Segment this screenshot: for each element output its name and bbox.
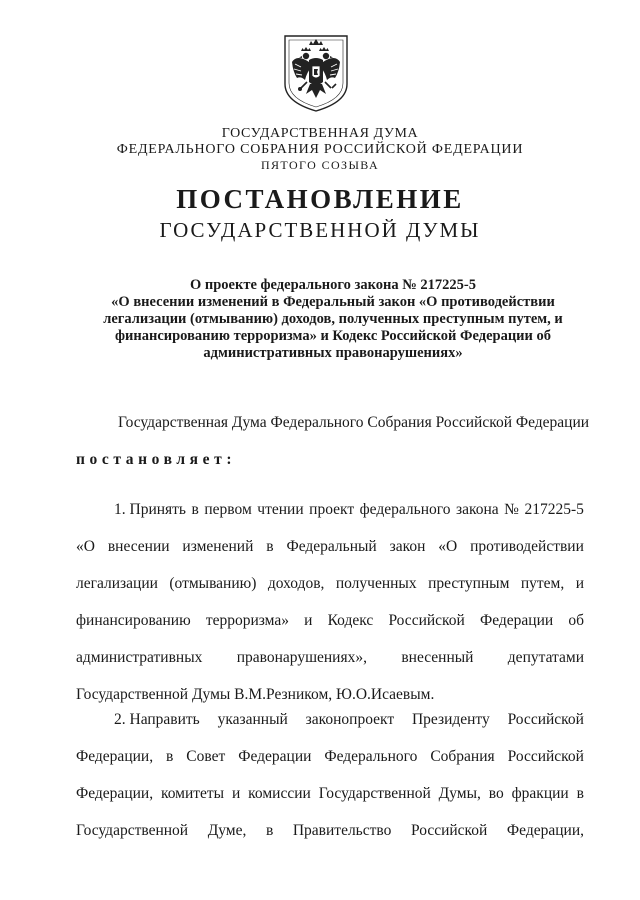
word: доходов, <box>267 575 325 592</box>
paragraph-line <box>76 812 584 849</box>
org-name-line1: ГОСУДАРСТВЕННАЯ ДУМА <box>221 126 419 141</box>
paragraph-2 <box>76 701 584 849</box>
word: Российской <box>410 822 488 839</box>
word: административных <box>76 649 203 666</box>
word: терроризма» <box>205 612 289 629</box>
document-type-title: ПОСТАНОВЛЕНИЕ <box>176 184 464 214</box>
word: внесенный <box>401 649 474 666</box>
word: в <box>166 748 174 765</box>
subject-line: О проекте федерального закона № 217225-5 <box>189 277 477 293</box>
word: в <box>191 501 199 518</box>
word: 1. Принять <box>114 501 187 518</box>
word: комитеты <box>160 785 225 802</box>
word: Государственной <box>76 822 189 839</box>
paragraph-line <box>76 639 584 676</box>
word: федерального <box>359 501 451 518</box>
subject-line: административных правонарушениях» <box>203 345 463 361</box>
paragraph-line <box>76 775 584 812</box>
word: «О <box>76 538 95 555</box>
word: Российской <box>507 748 584 765</box>
word: 2. Направить <box>114 711 200 728</box>
subject-line: «О внесении изменений в Федеральный закон «О противодействии <box>111 294 555 310</box>
paragraph-line <box>76 602 584 639</box>
word: Российской <box>507 711 584 728</box>
paragraph-1 <box>76 491 584 713</box>
word: Федерации <box>238 748 312 765</box>
preamble-text: Государственная Дума Федерального Собрания Российской Федерации <box>118 414 590 431</box>
russian-coat-of-arms-icon <box>279 32 353 114</box>
word: первом <box>204 501 252 518</box>
word: Федерального <box>324 748 418 765</box>
word: Федерации <box>479 612 554 629</box>
word: Правительство <box>292 822 392 839</box>
word: Федерации, <box>76 785 154 802</box>
word: Собрания <box>430 748 495 765</box>
word: изменений <box>182 538 254 555</box>
word: депутатами <box>507 649 584 666</box>
word: противодействии <box>470 538 584 555</box>
word: об <box>568 612 584 629</box>
word: Федерации, <box>506 822 584 839</box>
word: преступным <box>428 575 510 592</box>
paragraph-line <box>76 701 584 738</box>
word: проект <box>309 501 355 518</box>
paragraph-line <box>76 491 584 528</box>
word: в <box>266 538 274 555</box>
paragraph-line <box>76 565 584 602</box>
word: Президенту <box>411 711 490 728</box>
word: Совет <box>186 748 226 765</box>
org-name-line2: ФЕДЕРАЛЬНОГО СОБРАНИЯ РОССИЙСКОЙ ФЕДЕРАЦИИ <box>116 142 524 157</box>
word: внесении <box>107 538 170 555</box>
word: 217225-5 <box>524 501 584 518</box>
word: закона <box>455 501 499 518</box>
document-issuer-title: ГОСУДАРСТВЕННОЙ ДУМЫ <box>159 218 481 242</box>
word: в <box>265 822 274 839</box>
word: финансированию <box>76 612 191 629</box>
word: указанный <box>217 711 288 728</box>
word: комиссии <box>248 785 311 802</box>
word: и <box>575 575 584 592</box>
word: во <box>488 785 504 802</box>
decree-word: постановляет: <box>76 451 237 468</box>
document-subject <box>80 277 586 362</box>
convocation-line: ПЯТОГО СОЗЫВА <box>260 158 380 172</box>
paragraph-line <box>76 528 584 565</box>
word: фракции <box>511 785 569 802</box>
subject-line: легализации (отмыванию) доходов, полученных преступным путем, и <box>103 311 563 327</box>
word: Государственной Думы В.М.Резником, Ю.О.Исаевым. <box>76 686 435 703</box>
paragraph-line <box>76 738 584 775</box>
word: путем, <box>520 575 565 592</box>
word: Кодекс <box>327 612 374 629</box>
word: правонарушениях», <box>236 649 367 666</box>
word: закон <box>389 538 426 555</box>
word: № <box>504 501 519 518</box>
word: Федерации, <box>76 748 154 765</box>
word: Российской <box>388 612 465 629</box>
word: Федеральный <box>286 538 377 555</box>
word: полученных <box>335 575 417 592</box>
word: Государственной <box>318 785 431 802</box>
word: в <box>576 785 584 802</box>
word: и <box>231 785 241 802</box>
word: и <box>304 612 313 629</box>
word: Думы, <box>438 785 481 802</box>
word: Думе, <box>207 822 247 839</box>
word: (отмыванию) <box>169 575 257 592</box>
subject-line: финансированию терроризма» и Кодекс Российской Федерации об <box>114 328 552 344</box>
word: законопроект <box>305 711 395 728</box>
word: «О <box>438 538 458 555</box>
word: чтении <box>257 501 304 518</box>
word: легализации <box>76 575 158 592</box>
